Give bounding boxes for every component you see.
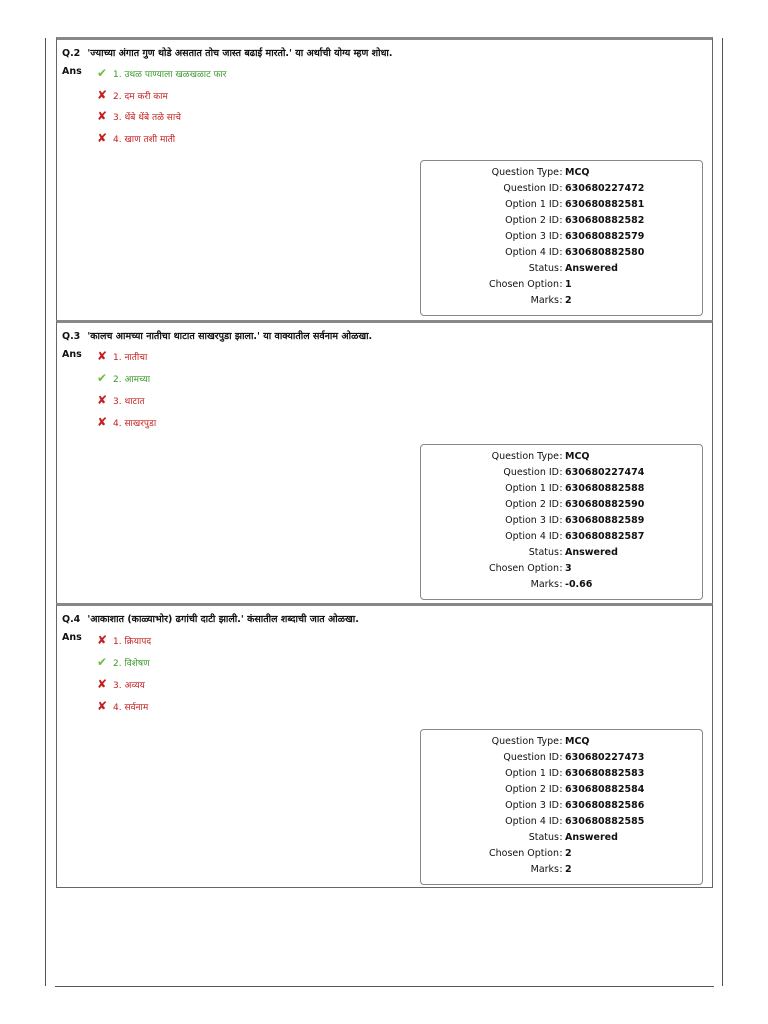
cross-icon: ✘ [97,677,108,691]
meta-option-4-id: Option 4 ID : 630680882587 [505,531,645,542]
check-icon: ✔ [97,655,108,669]
cross-icon: ✘ [97,699,108,713]
question-block [56,37,713,322]
option-2 [97,371,150,385]
option-label: 4. सर्वनाम [113,703,149,713]
page-border-left [45,38,46,986]
meta-status: Status : Answered [528,263,618,274]
option-4 [97,131,175,145]
option-label: 1. क्रियापद [113,637,152,647]
meta-question-id: Question ID : 630680227473 [503,752,645,763]
question-text: 'ज्याच्या अंगात गुण थोडे असतात तोच जास्त बढाई मारतो.' या अर्थाची योग्य म्हण शोधा. [87,48,393,59]
question-meta-panel [420,444,703,600]
question-number: Q.3 [62,331,81,342]
option-label: 1. उथळ पाण्याला खळखळाट फार [113,70,227,80]
check-icon: ✔ [97,371,108,385]
meta-option-3-id: Option 3 ID : 630680882579 [505,231,645,242]
meta-option-4-id: Option 4 ID : 630680882580 [505,247,645,258]
meta-option-2-id: Option 2 ID : 630680882590 [505,499,645,510]
meta-marks: Marks : -0.66 [530,579,593,590]
meta-question-type: Question Type : MCQ [491,167,590,178]
option-label: 2. आमच्या [113,375,151,385]
option-2 [97,655,150,669]
option-3 [97,109,181,123]
question-meta-panel [420,160,703,316]
cross-icon: ✘ [97,633,108,647]
meta-option-3-id: Option 3 ID : 630680882589 [505,515,645,526]
answer-label: Ans [62,349,82,360]
meta-option-1-id: Option 1 ID : 630680882583 [505,768,645,779]
meta-chosen-option: Chosen Option : 2 [488,848,572,859]
option-1 [97,66,226,80]
option-1 [97,633,151,647]
cross-icon: ✘ [97,88,108,102]
cross-icon: ✘ [97,109,108,123]
meta-option-1-id: Option 1 ID : 630680882581 [505,199,645,210]
option-4 [97,699,148,713]
meta-status: Status : Answered [528,547,618,558]
answer-label: Ans [62,632,82,643]
meta-chosen-option: Chosen Option : 3 [488,563,572,574]
option-3 [97,677,145,691]
check-icon: ✔ [97,66,108,80]
option-label: 1. नातीचा [113,353,148,363]
option-label: 3. अव्यय [113,681,145,691]
question-block [56,603,713,888]
question-text: 'कालच आमच्या नातीचा थाटात साखरपुडा झाला.' या वाक्यातील सर्वनाम ओळखा. [87,331,373,342]
question-header [62,329,372,342]
meta-question-type: Question Type : MCQ [491,736,590,747]
meta-option-3-id: Option 3 ID : 630680882586 [505,800,645,811]
question-text: 'आकाशात (काळ्याभोर) ढगांची दाटी झाली.' कंसातील शब्दाची जात ओळखा. [87,614,359,625]
option-label: 3. थाटात [113,397,145,407]
meta-option-4-id: Option 4 ID : 630680882585 [505,816,645,827]
meta-question-id: Question ID : 630680227474 [503,467,645,478]
question-header [62,612,359,625]
option-3 [97,393,145,407]
page-border-right [722,38,723,986]
meta-question-type: Question Type : MCQ [491,451,590,462]
cross-icon: ✘ [97,349,108,363]
meta-question-id: Question ID : 630680227472 [503,183,645,194]
option-label: 2. दम करी काम [113,92,168,102]
question-header [62,46,393,59]
question-number: Q.2 [62,48,81,59]
cross-icon: ✘ [97,131,108,145]
meta-option-2-id: Option 2 ID : 630680882582 [505,215,645,226]
page-bottom-rule [55,986,714,987]
question-number: Q.4 [62,614,81,625]
option-label: 2. विशेषण [113,659,150,669]
option-label: 4. साखरपुडा [113,419,157,429]
meta-marks: Marks : 2 [530,864,572,875]
meta-status: Status : Answered [528,832,618,843]
meta-option-1-id: Option 1 ID : 630680882588 [505,483,645,494]
question-meta-panel [420,729,703,885]
meta-option-2-id: Option 2 ID : 630680882584 [505,784,645,795]
meta-chosen-option: Chosen Option : 1 [488,279,572,290]
option-1 [97,349,147,363]
question-block [56,320,713,605]
option-label: 4. खाण तशी माती [113,135,176,145]
option-4 [97,415,156,429]
cross-icon: ✘ [97,415,108,429]
meta-marks: Marks : 2 [530,295,572,306]
option-label: 3. थेंबे थेंबे तळे साचे [113,113,181,123]
cross-icon: ✘ [97,393,108,407]
option-2 [97,88,168,102]
answer-label: Ans [62,66,82,77]
